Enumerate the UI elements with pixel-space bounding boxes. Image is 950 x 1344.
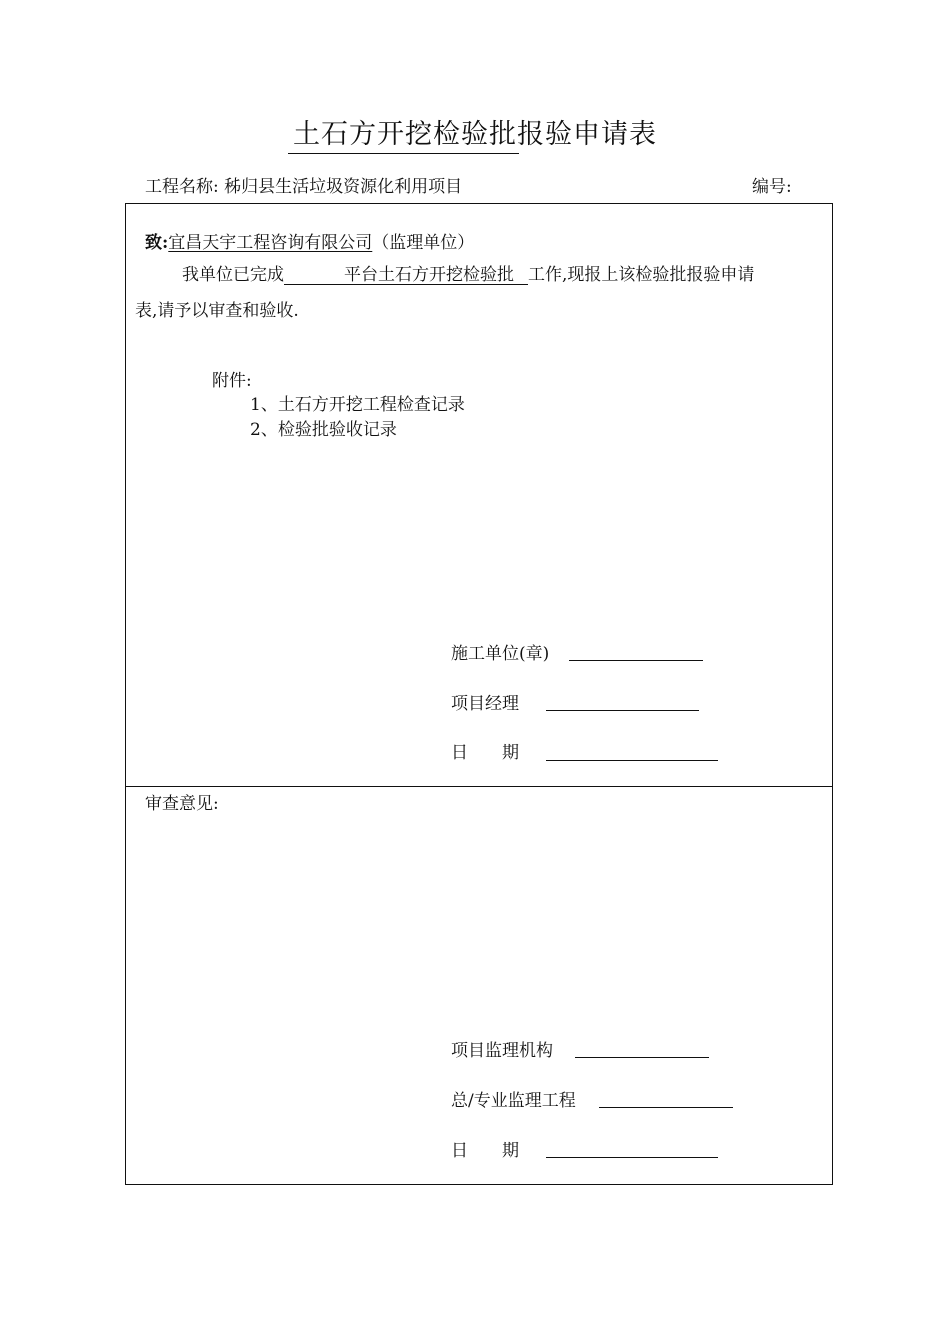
application-body-line1 [182, 260, 754, 285]
review-date-line[interactable] [546, 1157, 718, 1158]
supervising-engineer-label: 总/专业监理工程 [451, 1091, 576, 1111]
supervision-agency-label: 项目监理机构 [451, 1041, 553, 1061]
agency-signature-line[interactable] [575, 1057, 709, 1058]
number-label: 编号: [752, 177, 792, 197]
body-suffix: 工作,现报上该检验批报验申请 [528, 265, 755, 285]
attachment-item: 2、检验批验收记录 [250, 420, 397, 440]
review-date-label: 日 期 [451, 1141, 519, 1161]
project-info [145, 172, 462, 197]
manager-signature-line[interactable] [546, 710, 699, 711]
project-name: 秭归县生活垃圾资源化利用项目 [224, 177, 463, 197]
addressee-line [145, 228, 474, 253]
date-line[interactable] [546, 760, 718, 761]
contractor-signature-line[interactable] [569, 660, 703, 661]
manager-label: 项目经理 [451, 694, 519, 714]
attachment-item: 1、土石方开挖工程检查记录 [250, 395, 465, 415]
completed-work-field: 平台土石方开挖检验批 [284, 266, 528, 285]
contractor-label: 施工单位(章) [451, 644, 550, 664]
attachments-label: 附件: [212, 371, 252, 391]
engineer-signature-line[interactable] [599, 1107, 733, 1108]
to-label: 致: [145, 233, 169, 253]
application-body-line2: 表,请予以审查和验收. [135, 301, 299, 321]
title-underline [288, 153, 519, 154]
body-prefix: 我单位已完成 [182, 265, 284, 285]
date-label: 日 期 [451, 743, 519, 763]
project-label: 工程名称: [145, 177, 219, 197]
section-divider [125, 786, 833, 787]
supervisor-role: （监理单位） [372, 233, 475, 253]
supervisor-company: 宜昌天宇工程咨询有限公司 [168, 233, 373, 253]
review-opinion-label: 审查意见: [145, 794, 219, 814]
form-title: 土石方开挖检验批报验申请表 [293, 119, 657, 150]
